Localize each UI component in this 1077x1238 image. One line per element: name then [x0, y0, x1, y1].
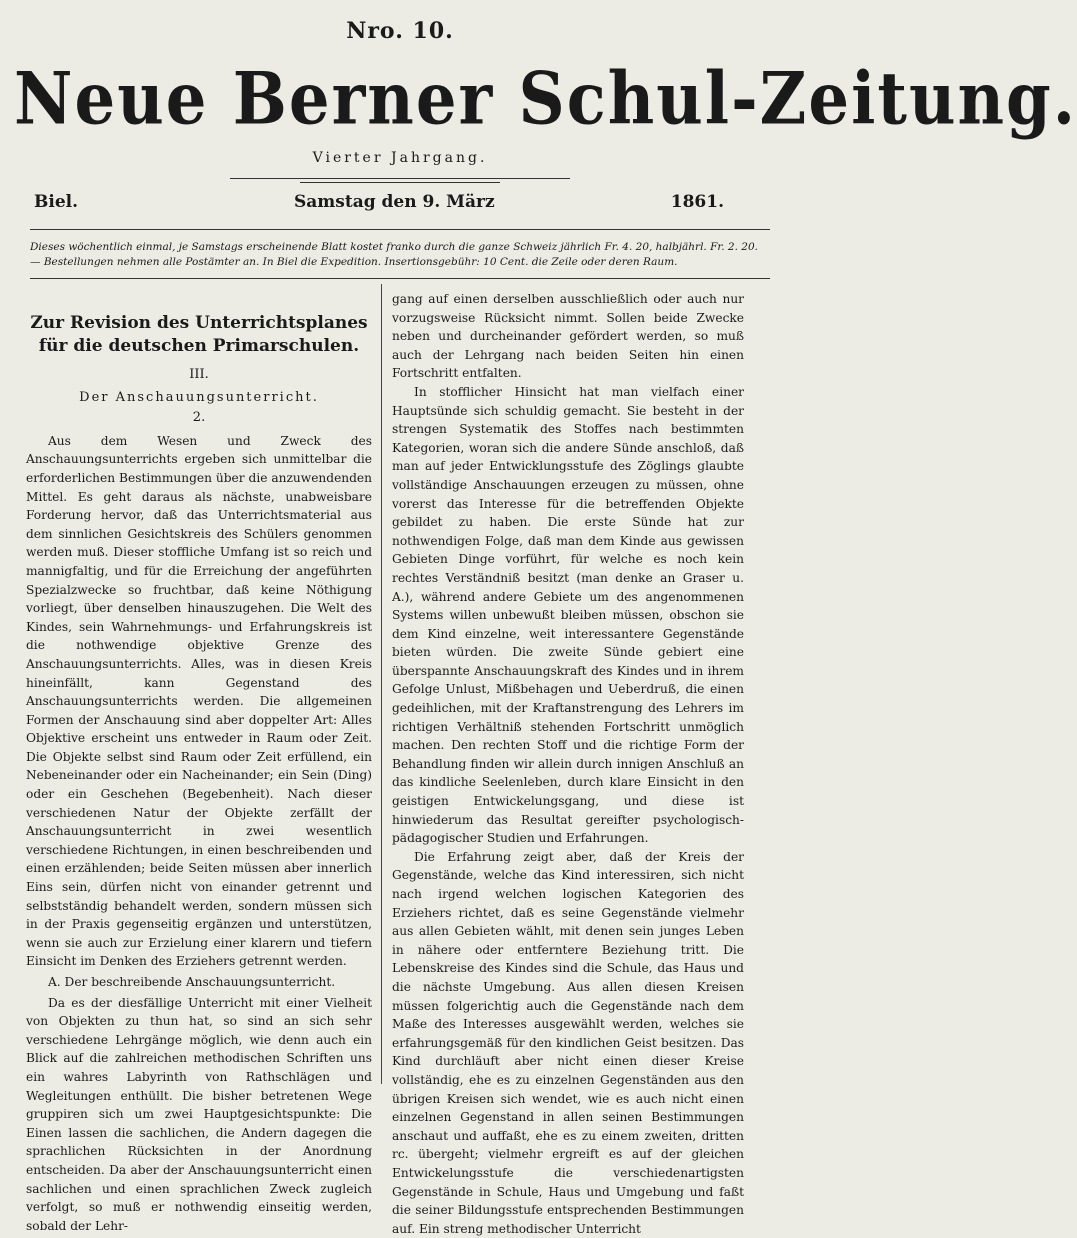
left-column: [26, 300, 372, 1235]
header-divider: [230, 178, 570, 179]
issue-date: Samstag den 9. März: [294, 192, 495, 212]
dateline-rule: [30, 229, 770, 230]
subscription-notice: Dieses wöchentlich einmal, je Samstags erscheinende Blatt kostet franko durch die ganze Schweiz jährlich Fr. 4. 20, halbjährl. Fr. 2. 20. — Bestellungen nehmen alle Postämter an. In Biel die Expedition. Insertionsgebühr: 10 Cent. die Zeile oder deren Raum.: [30, 241, 758, 268]
masthead-title: Neue Berner Schul-Zeitung.: [14, 57, 1077, 142]
subsection-heading: A. Der beschreibende Anschauungsunterricht.: [48, 975, 336, 989]
paragraph: Aus dem Wesen und Zweck des Anschauungsunterrichts ergeben sich unmittelbar die erforderlichen Bestimmungen über die anzuwendenden Mittel. Es geht daraus als nächste, unabweisbare Forderung hervor, daß das Unterrichtsmaterial aus dem sinnlichen Gesichtskreis des Schülers genommen werden muß. Dieser stoffliche Umfang ist so reich und mannigfaltig, und für die Erreichung der angeführten Spezialzwecke so fruchtbar, daß keine Nöthigung vorliegt, über denselben hinauszugehen. Die Welt des Kindes, sein Wahrnehmungs- und Erfahrungskreis ist die nothwendige objektive Grenze des Anschauungsunterrichts. Alles, was in diesen Kreis hineinfällt, kann Gegenstand des Anschauungsunterrichts werden. Die allgemeinen Formen der Anschauung sind aber doppelter Art: Alles Objektive erscheint uns entweder in Raum oder Zeit. Die Objekte selbst sind Raum oder Zeit erfüllend, ein Nebeneinander oder ein Nacheinander; ein Sein (Ding) oder ein Geschehen (Begebenheit). Nach dieser verschiedenen Natur der Objekte zerfällt der Anschauungsunterricht in zwei wesentlich verschiedene Richtungen, in einen beschreibenden und einen erzählenden; beide Seiten müssen aber innerlich Eins sein, dürfen nicht von einander getrennt und selbstständig behandelt werden, sondern müssen sich in der Praxis gegenseitig ergänzen und unterstützen, wenn sie auch zur Erzielung einer klarern und tiefern Einsicht im Denken des Erziehers getrennt werden.: [26, 433, 372, 969]
issue-number: Nro. 10.: [346, 18, 454, 44]
section-heading: Der Anschauungsunterricht.: [79, 389, 319, 405]
article-title: Zur Revision des Unterrichtsplanes für die deutschen Primarschulen.: [30, 313, 368, 356]
column-divider: [381, 284, 382, 1084]
place: Biel.: [34, 192, 79, 212]
notice-rule: [30, 278, 770, 279]
header-divider-short: [300, 182, 500, 183]
volume-subtitle: Vierter Jahrgang.: [312, 150, 488, 166]
paragraph: gang auf einen derselben ausschließlich oder auch nur vorzugsweise Rücksicht nimmt. Sollen beide Zwecke neben und durcheinander gefördert werden, so muß auch der Lehrgang nach beiden Seiten hin einen Fortschritt entfalten.: [392, 292, 744, 381]
issue-year: 1861.: [670, 192, 724, 212]
subsection-number: 2.: [192, 410, 206, 426]
right-column: [392, 290, 744, 1238]
dateline: [34, 192, 724, 216]
paragraph: In stofflicher Hinsicht hat man vielfach einer Hauptsünde sich schuldig gemacht. Sie besteht in der strengen Systematik des Stoffes nach bestimmten Kategorien, woran sich die andere Sünde anschloß, daß man auf jeder Entwicklungsstufe des Zöglings glaubte vollständige Anschauungen erzeugen zu müssen, ohne vorerst das Interesse für die betreffenden Objekte gebildet zu haben. Die erste Sünde hat zur nothwendigen Folge, daß man dem Kinde aus gewissen Gebieten Dinge vorführt, für welche es noch kein rechtes Verständniß besitzt (man denke an Graser u. A.), während andere Gebiete um des angenommenen Systems willen unbewußt bleiben müssen, obschon sie dem Kind einzelne, weit interessantere Gegenstände bieten würden. Die zweite Sünde gebiert eine überspannte Anschauungskraft des Kindes und in ihrem Gefolge Unlust, Mißbehagen und Ueberdruß, die einen gedeihlichen, mit der Kraftanstrengung des Lehrers im richtigen Verhältniß stehenden Fortschritt unmöglich machen. Den rechten Stoff und die richtige Form der Behandlung finden wir allein durch innigen Anschluß an das kindliche Seelenleben, durch klare Einsicht in den geistigen Entwickelungsgang, und diese ist hinwiederum das Resultat gereifter psychologisch-pädagogischer Studien und Erfahrungen.: [392, 384, 744, 846]
paragraph: Die Erfahrung zeigt aber, daß der Kreis der Gegenstände, welche das Kind interessiren, sich nicht nach irgend welchen logischen Kategorien des Erziehers richtet, daß es seine Gegenstände vielmehr aus allen Gebieten wählt, mit denen sein junges Leben in nähere oder entferntere Beziehung tritt. Die Lebenskreise des Kindes sind die Schule, das Haus und die nächste Umgebung. Aus allen diesen Kreisen müssen folgerichtig auch die Gegenstände nach dem Maße des Interesses ausgewählt werden, welches sie erfahrungsgemäß für den kindlichen Geist besitzen. Das Kind durchläuft aber nicht einen dieser Kreise vollständig, ehe es zu einzelnen Gegenständen aus den übrigen Kreisen sich wendet, wie es auch nicht einen einzelnen Gegenstand in allen seinen Bestimmungen anschaut und auffaßt, ehe es zu einem zweiten, dritten rc. übergeht; vielmehr ergreift es auf der gleichen Entwickelungsstufe die verschiedenartigsten Gegenstände in Schule, Haus und Umgebung und faßt die seiner Bildungsstufe entsprechenden Bestimmungen auf. Ein streng methodischer Unterricht: [392, 849, 744, 1236]
paragraph: Da es der diesfällige Unterricht mit einer Vielheit von Objekten zu thun hat, so sind an sich sehr verschiedene Lehrgänge möglich, wie denn auch ein Blick auf die zahlreichen methodischen Schriften uns ein wahres Labyrinth von Rathschlägen und Wegleitungen enthüllt. Die bisher betretenen Wege gruppiren sich um zwei Hauptgesichtspunkte: Die Einen lassen die sachlichen, die Andern dagegen die sprachlichen Rücksichten in der Anordnung entscheiden. Da aber der Anschauungsunterricht einen sachlichen und einen sprachlichen Zweck zugleich verfolgt, so muß er nothwendig einseitig werden, sobald der Lehr-: [26, 995, 372, 1233]
part-number: III.: [189, 367, 209, 382]
